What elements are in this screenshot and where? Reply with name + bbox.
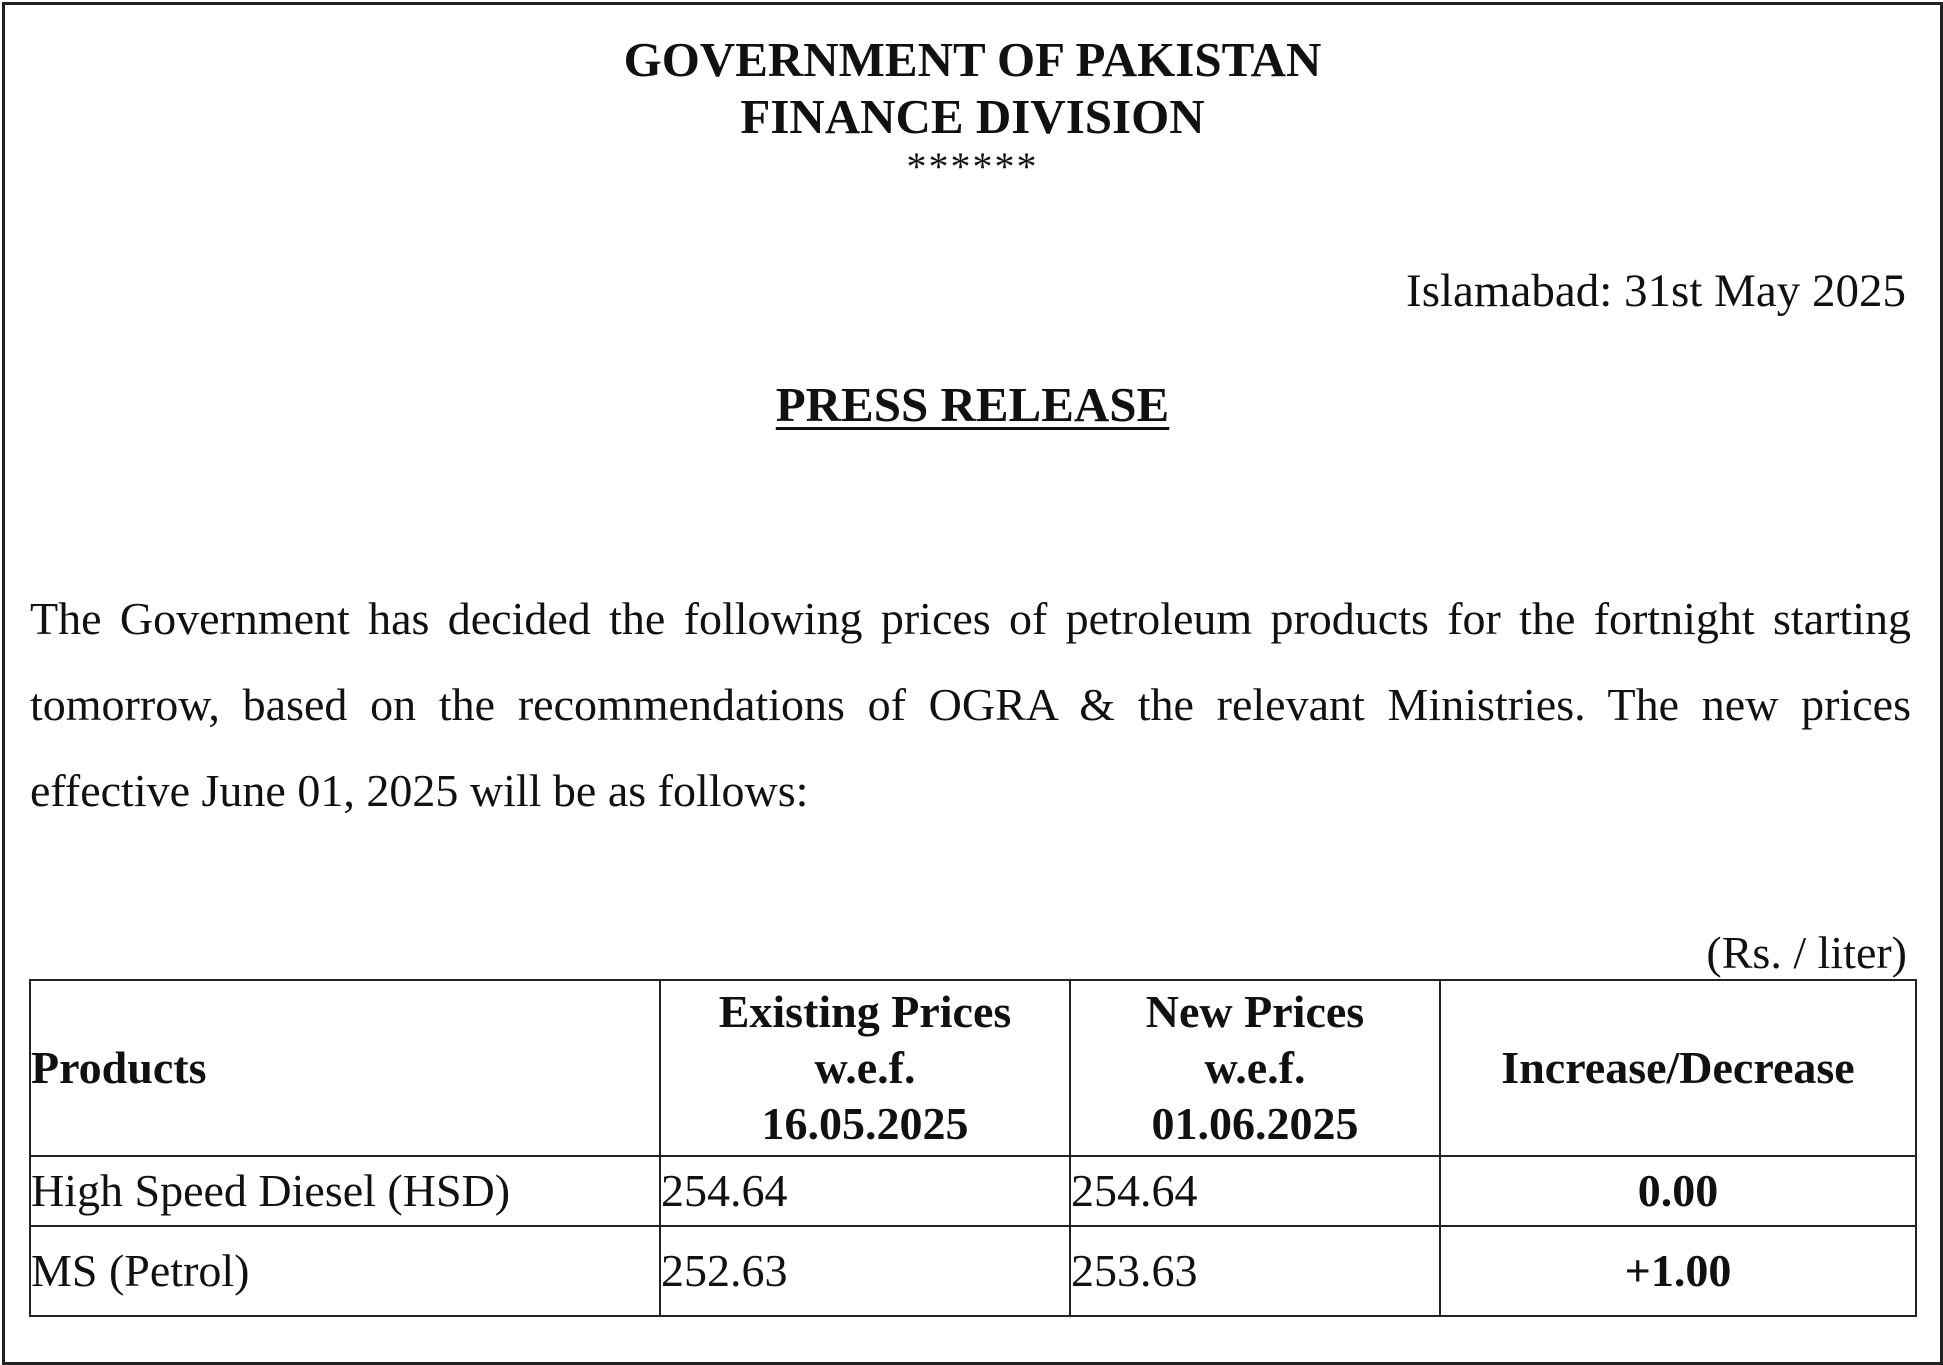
table-header-row <box>30 980 1916 1156</box>
cell-change: 0.00 <box>1440 1156 1916 1226</box>
header-existing-prices <box>660 980 1070 1156</box>
cell-existing-price: 254.64 <box>660 1156 1070 1226</box>
header-division: FINANCE DIVISION <box>740 89 1205 144</box>
cell-product: High Speed Diesel (HSD) <box>30 1156 660 1226</box>
body-paragraph: The Government has decided the following prices of petroleum products for the fortnight starting tomorrow, based on the recommendations of OGRA & the relevant Ministries. The new prices effective June 01, 2025 will be as follows: <box>30 593 1911 816</box>
dateline: Islamabad: 31st May 2025 <box>1406 265 1906 317</box>
header-existing-line3: 16.05.2025 <box>761 1098 969 1149</box>
cell-new-price: 253.63 <box>1070 1226 1440 1316</box>
header-new-line3: 01.06.2025 <box>1151 1098 1359 1149</box>
header-government: GOVERNMENT OF PAKISTAN <box>623 32 1322 87</box>
price-table <box>29 979 1917 1317</box>
title-container <box>5 377 1940 433</box>
header-increase-decrease: Increase/Decrease <box>1440 980 1916 1156</box>
unit-label: (Rs. / liter) <box>1706 927 1907 978</box>
header-new-line2: w.e.f. <box>1204 1042 1306 1093</box>
header-separator: ****** <box>906 144 1039 189</box>
header-existing-line1: Existing Prices <box>718 986 1012 1037</box>
header-new-prices <box>1070 980 1440 1156</box>
cell-change: +1.00 <box>1440 1226 1916 1316</box>
header-products: Products <box>30 980 660 1156</box>
cell-new-price: 254.64 <box>1070 1156 1440 1226</box>
cell-product: MS (Petrol) <box>30 1226 660 1316</box>
cell-existing-price: 252.63 <box>660 1226 1070 1316</box>
table-row <box>30 1156 1916 1226</box>
press-release-document <box>2 2 1943 1365</box>
page-title: PRESS RELEASE <box>775 377 1170 432</box>
header-existing-line2: w.e.f. <box>814 1042 916 1093</box>
header-new-line1: New Prices <box>1145 986 1365 1037</box>
table-row <box>30 1226 1916 1316</box>
